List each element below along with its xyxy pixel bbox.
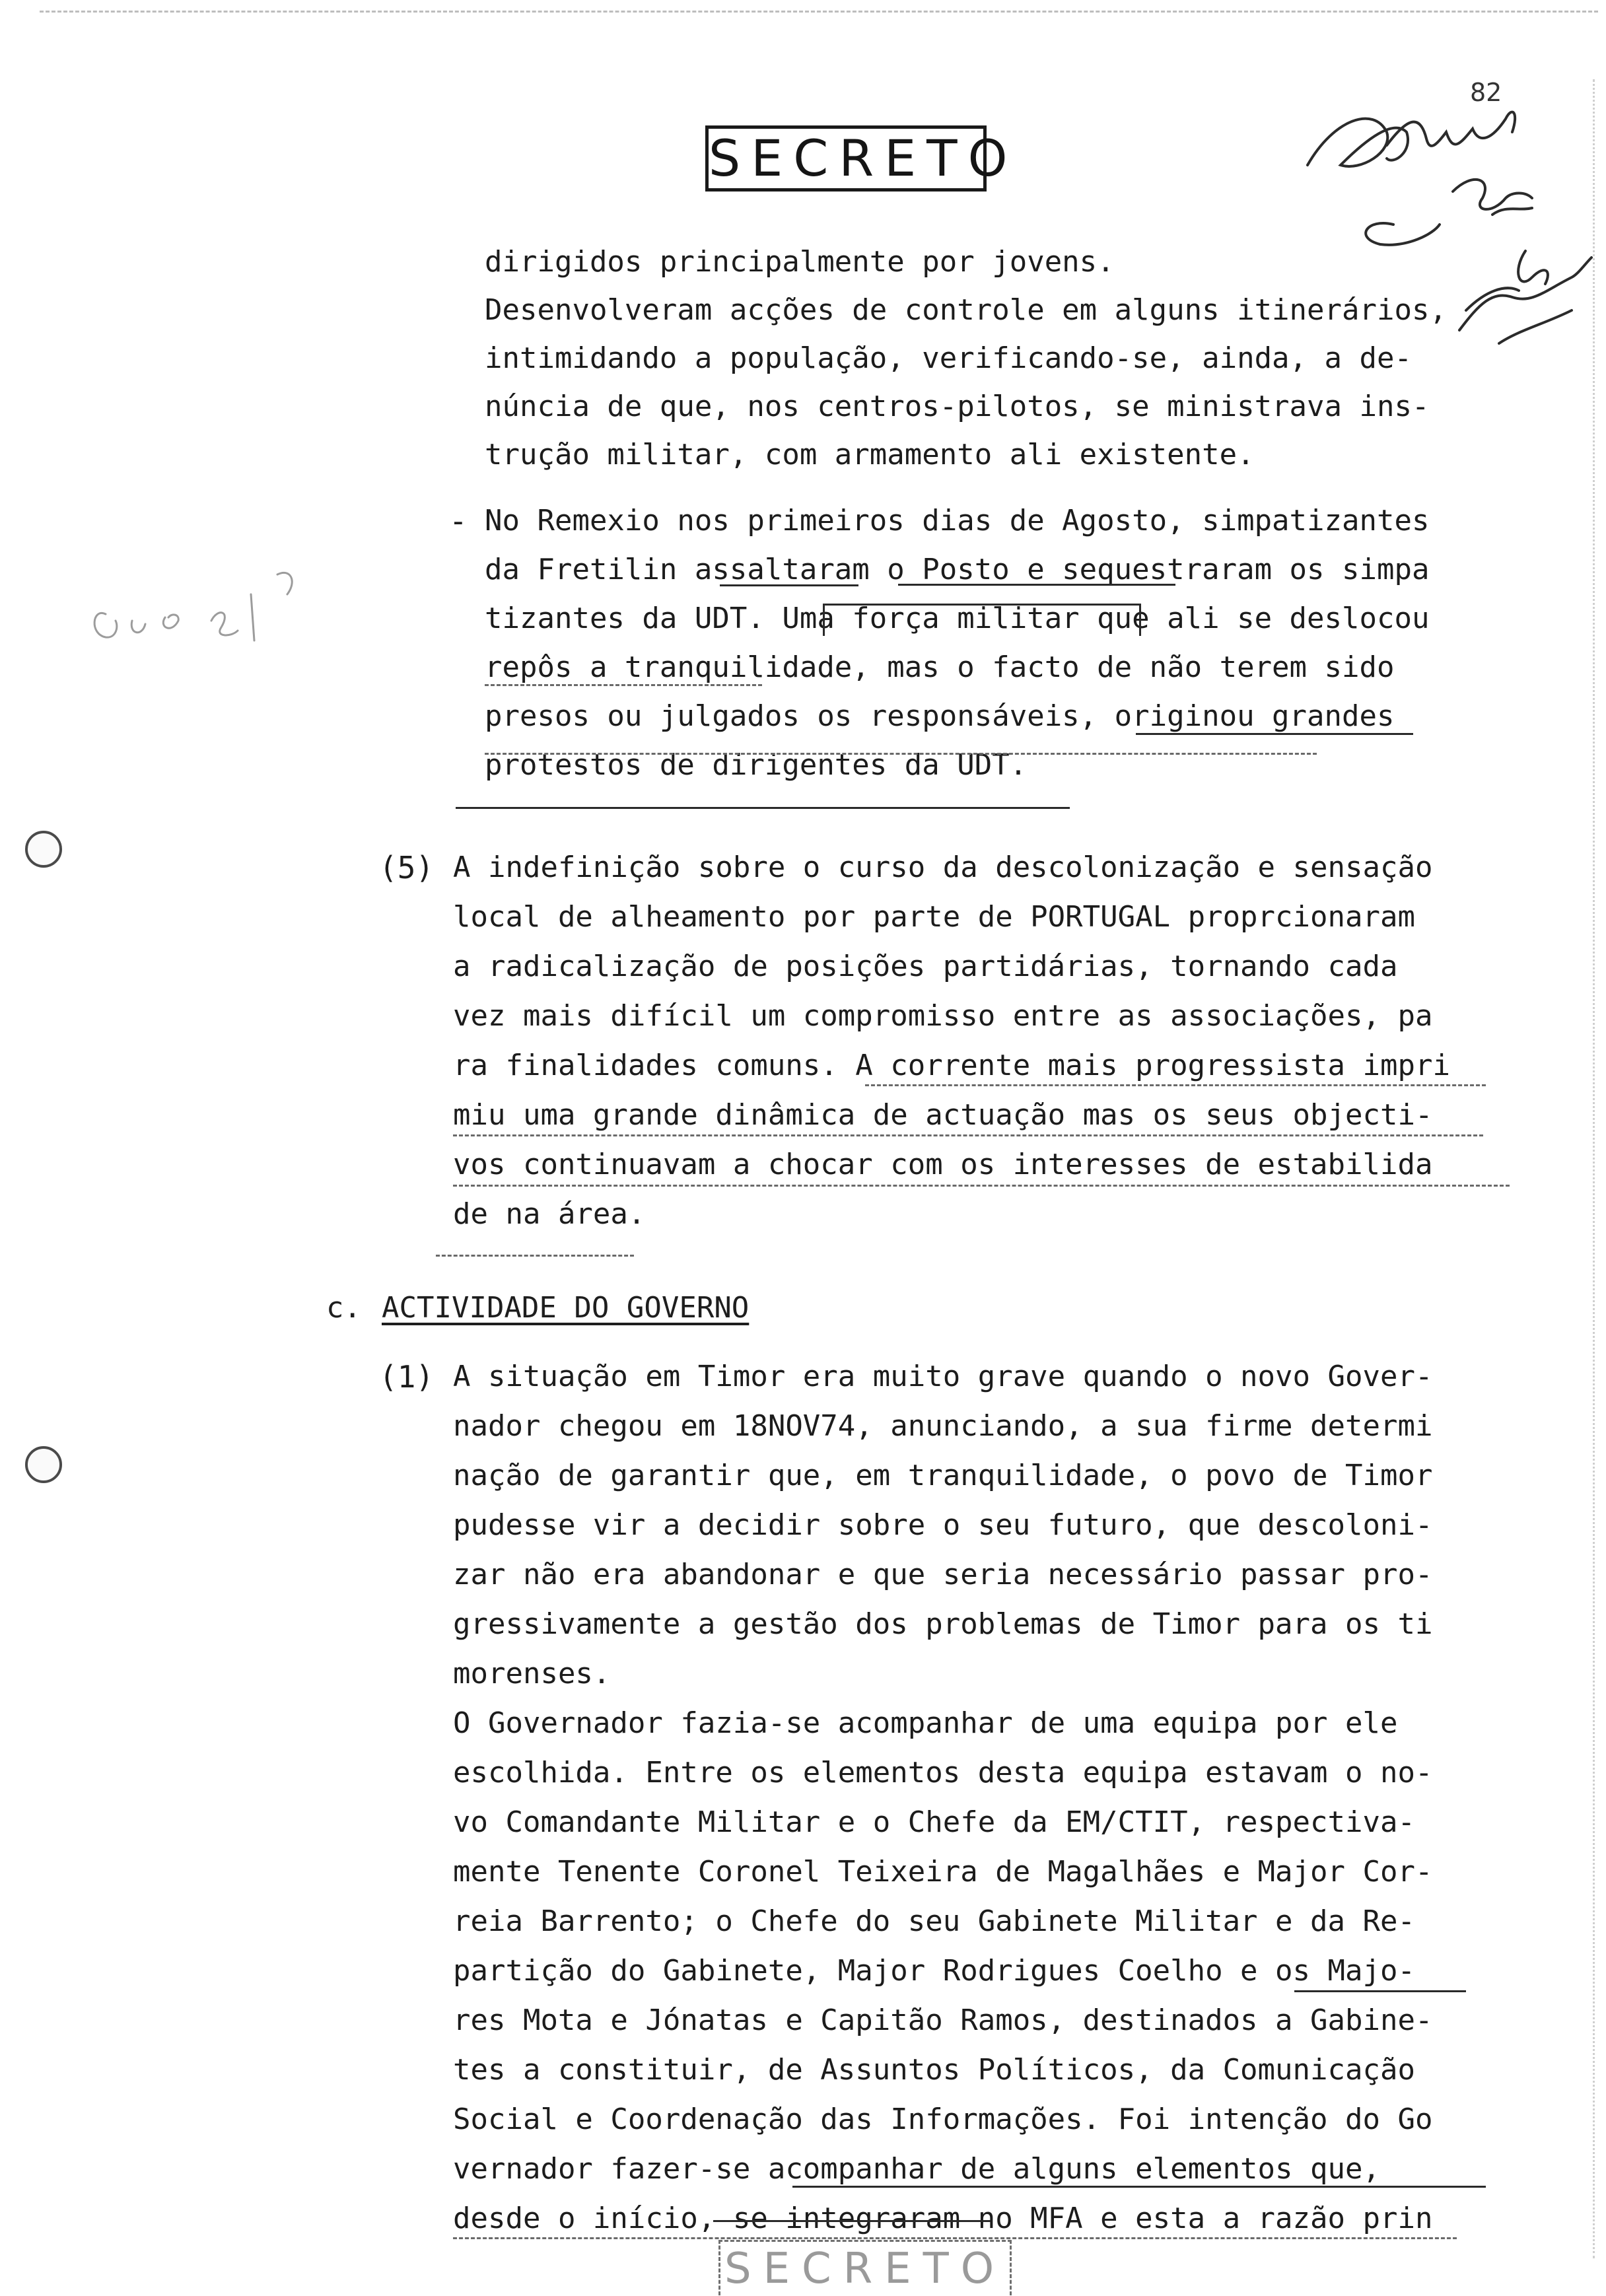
text-line: trução militar, com armamento ali existente. — [485, 438, 1255, 471]
handwritten-underline — [720, 584, 858, 586]
text-line: desde o início, se integraram no MFA e esta a razão prin — [453, 2202, 1433, 2235]
text-line: vez mais difícil um compromisso entre as associações, pa — [453, 999, 1433, 1033]
text-line: A indefinição sobre o curso da descolonização e sensação — [453, 851, 1433, 884]
text-line: núncia de que, nos centros-pilotos, se ministrava ins- — [485, 390, 1430, 423]
text-line: pudesse vir a decidir sobre o seu futuro, que descoloni- — [453, 1508, 1433, 1542]
section-letter: c. — [326, 1291, 361, 1325]
handwritten-strikethrough — [713, 2220, 991, 2222]
text-line: A situação em Timor era muito grave quando o novo Gover- — [453, 1360, 1433, 1393]
handwritten-underline — [898, 584, 1175, 586]
text-line: Social e Coordenação das Informações. Foi intenção do Go — [453, 2103, 1433, 2136]
text-line: vos continuavam a chocar com os interesses de estabilida — [453, 1148, 1433, 1181]
page-number: 82 — [1470, 78, 1502, 107]
text-line: intimidando a população, verificando-se, ainda, a de- — [485, 341, 1412, 375]
text-line: a radicalização de posições partidárias, tornando cada — [453, 950, 1398, 983]
text-line: reia Barrento; o Chefe do seu Gabinete Militar e da Re- — [453, 1904, 1415, 1938]
text-line: zar não era abandonar e que seria necessário passar pro- — [453, 1558, 1433, 1591]
handwritten-underline — [453, 1134, 1483, 1136]
text-line: de na área. — [453, 1197, 646, 1231]
bullet-marker: - — [449, 503, 468, 539]
text-line: vernador fazer-se acompanhar de alguns elementos que, — [453, 2152, 1380, 2186]
handwritten-underline — [485, 684, 762, 686]
text-line: gressivamente a gestão dos problemas de Timor para os ti — [453, 1607, 1433, 1641]
classification-stamp-top: SECRETO — [705, 125, 987, 191]
text-line: repôs a tranquilidade, mas o facto de não terem sido — [485, 650, 1395, 684]
text-line: nação de garantir que, em tranquilidade, o povo de Timor — [453, 1459, 1433, 1492]
handwritten-underline — [436, 1255, 634, 1257]
text-line: da Fretilin assaltaram o Posto e sequestraram os simpa — [485, 553, 1430, 586]
scan-edge-right — [1593, 79, 1595, 2258]
text-line: No Remexio nos primeiros dias de Agosto, simpatizantes — [485, 504, 1430, 538]
text-line: res Mota e Jónatas e Capitão Ramos, destinados a Gabine- — [453, 2003, 1433, 2037]
handwritten-underline — [792, 2186, 1486, 2188]
margin-handwritten-note — [79, 555, 304, 687]
text-line: protestos de dirigentes da UDT. — [485, 748, 1028, 782]
handwritten-underline — [865, 1084, 1486, 1086]
classification-stamp-bottom: SECRETO — [718, 2240, 1012, 2295]
item-number: (5) — [379, 850, 435, 886]
text-line: morenses. — [453, 1657, 611, 1690]
text-line: partição do Gabinete, Major Rodrigues Coelho e os Majo- — [453, 1954, 1415, 1988]
text-line: mente Tenente Coronel Teixeira de Magalhães e Major Cor- — [453, 1855, 1433, 1889]
scan-edge-top — [40, 11, 1598, 13]
text-line: miu uma grande dinâmica de actuação mas os seus objecti- — [453, 1098, 1433, 1132]
handwritten-underline — [453, 2237, 1457, 2239]
punch-hole-lower — [25, 1446, 62, 1483]
text-line: tes a constituir, de Assuntos Políticos, da Comunicação — [453, 2053, 1415, 2087]
text-line: O Governador fazia-se acompanhar de uma equipa por ele — [453, 1706, 1398, 1740]
item-number: (1) — [379, 1359, 435, 1395]
text-line: nador chegou em 18NOV74, anunciando, a sua firme determi — [453, 1409, 1433, 1443]
handwritten-underline — [1136, 733, 1413, 735]
text-line: escolhida. Entre os elementos desta equipa estavam o no- — [453, 1756, 1433, 1790]
text-line: tizantes da UDT. Uma força militar que ali se deslocou — [485, 602, 1430, 635]
text-line: ra finalidades comuns. A corrente mais progressista impri — [453, 1049, 1450, 1082]
handwritten-underline — [453, 1185, 1510, 1187]
handwritten-box-mark — [823, 604, 1141, 636]
text-line: vo Comandante Militar e o Chefe da EM/CTIT, respectiva- — [453, 1805, 1415, 1839]
section-heading: ACTIVIDADE DO GOVERNO — [382, 1291, 750, 1325]
punch-hole-upper — [25, 831, 62, 868]
handwritten-underline — [1294, 1990, 1466, 1992]
text-line: Desenvolveram acções de controle em alguns itinerários, — [485, 293, 1447, 327]
handwritten-underline — [456, 807, 1070, 809]
text-line: presos ou julgados os responsáveis, originou grandes — [485, 699, 1395, 733]
text-line: local de alheamento por parte de PORTUGAL proprcionaram — [453, 900, 1415, 934]
handwritten-underline — [485, 753, 1317, 755]
text-line: dirigidos principalmente por jovens. — [485, 245, 1115, 279]
